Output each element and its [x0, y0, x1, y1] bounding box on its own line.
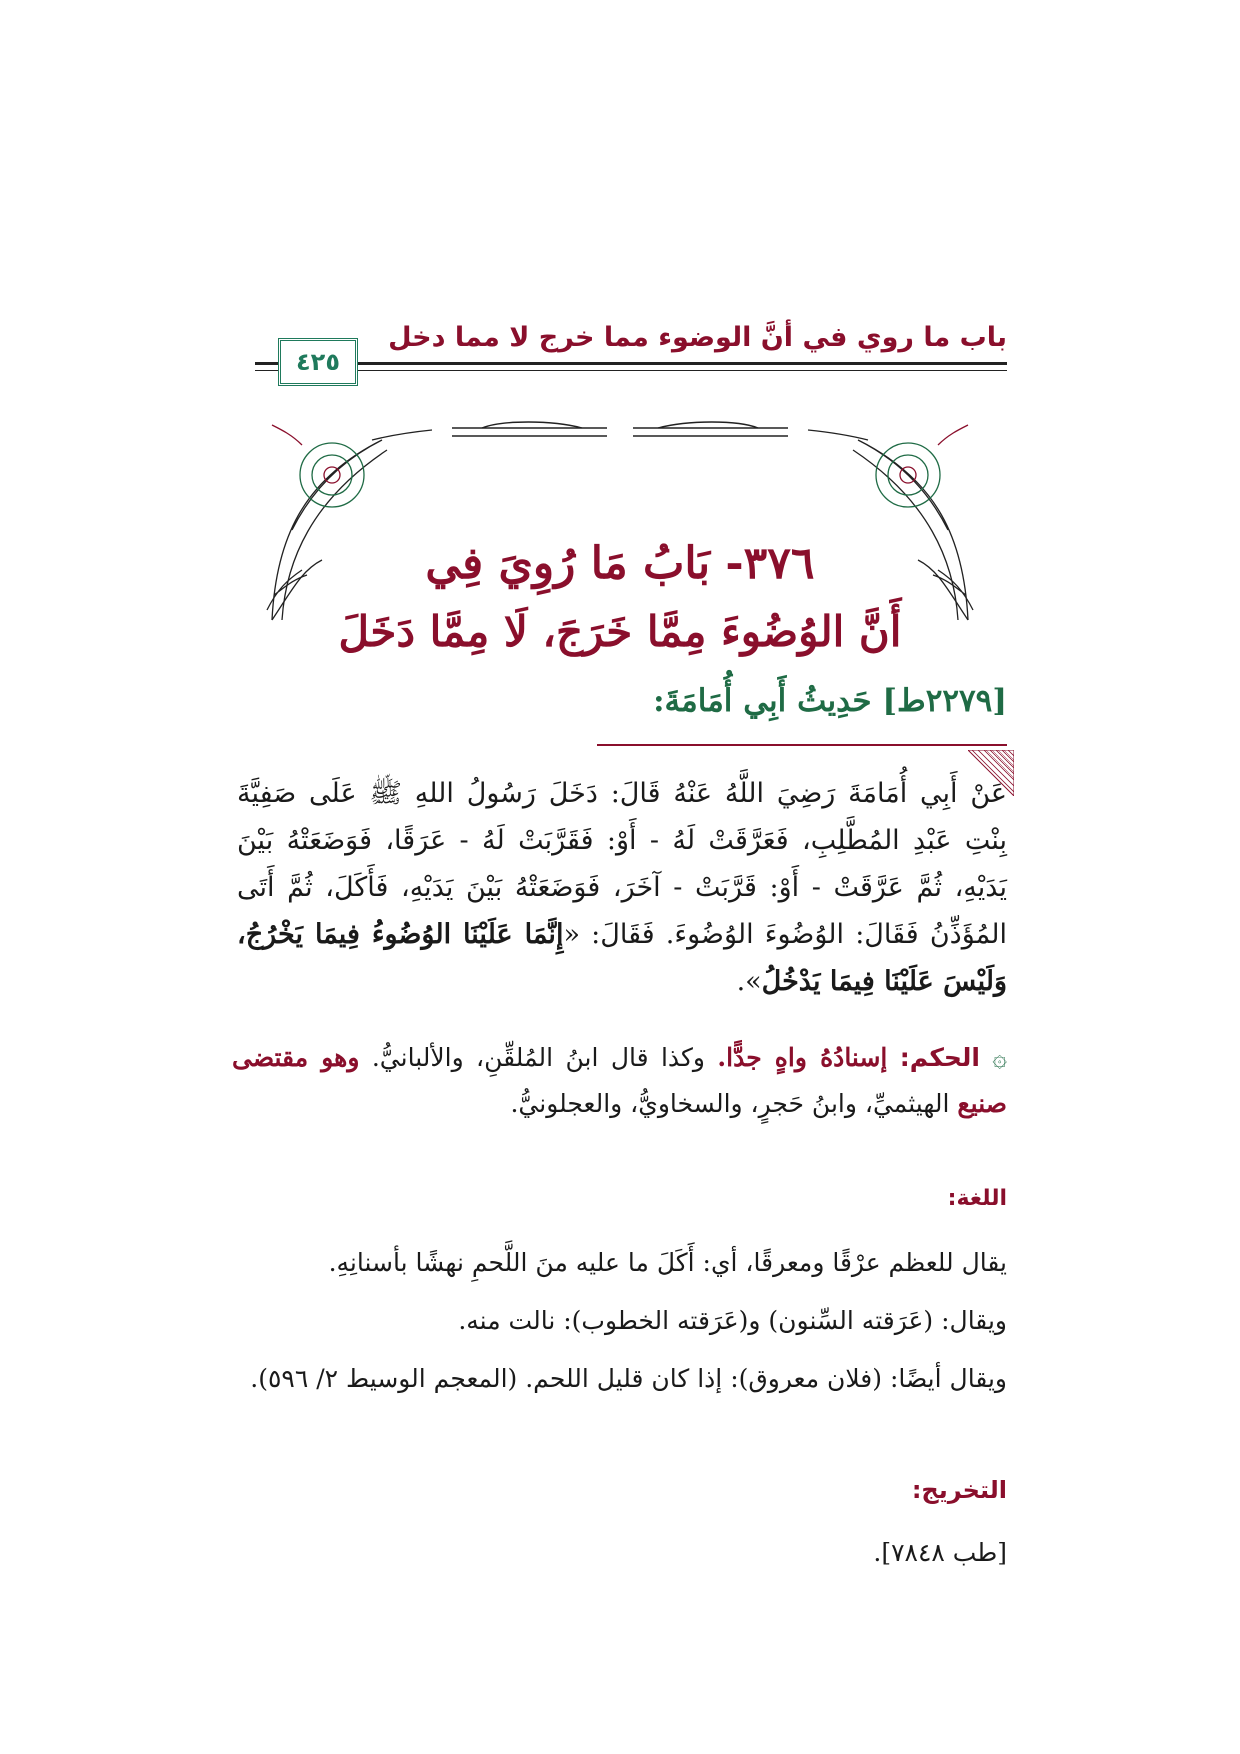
- top-bar-ornament: [452, 422, 788, 436]
- ruling-key: الحكم:: [899, 1043, 980, 1072]
- language-para-2: ويقال: (عَرَقته السِّنون) و(عَرَقته الخطوب): نالت منه.: [458, 1306, 1007, 1335]
- takhrij-text: [طب ٧٨٤٨].: [873, 1538, 1007, 1567]
- chapter-title: [262, 530, 978, 666]
- language-label: اللغة:: [947, 1186, 1007, 1211]
- heading-underline: [597, 744, 1007, 746]
- chapter-title-line2: أَنَّ الوُضُوءَ مِمَّا خَرَجَ، لَا مِمَّا دَخَلَ: [338, 607, 902, 656]
- ruling-paragraph: [232, 1035, 1007, 1127]
- takhrij-label: التخريج:: [911, 1476, 1007, 1504]
- ruling-text2: الهيثميِّ، وابنُ حَجرٍ، والسخاويُّ، والعجلونيُّ.: [510, 1089, 950, 1118]
- ruling-emph: وهو مقتضى صنيع: [232, 1043, 1007, 1118]
- ruling-text1: وكذا قال ابنُ المُلقِّنِ، والألبانيُّ.: [371, 1043, 706, 1072]
- header-rule: [255, 362, 1007, 365]
- language-para-3: ويقال أيضًا: (فلان معروق): إذا كان قليل اللحم. (المعجم الوسيط ٢/ ٥٩٦).: [250, 1364, 1007, 1393]
- hadith-text-bold: إِنَّمَا عَلَيْنَا الوُضُوءُ فِيمَا يَخْرُجُ، وَلَيْسَ عَلَيْنَا فِيمَا يَدْخُلُ: [237, 919, 1007, 997]
- ruling-verdict: إسنادُهُ واهٍ جدًّا.: [717, 1043, 888, 1072]
- running-header-title: باب ما روي في أنَّ الوضوء مما خرج لا مما دخل: [388, 322, 1007, 353]
- ruling-symbol-icon: ۞: [992, 1043, 1007, 1072]
- hadith-text-end: ».: [736, 966, 762, 997]
- page-number: ٤٢٥: [278, 338, 358, 386]
- hadith-heading: [٢٢٧٩ط] حَدِيثُ أَبِي أُمَامَةَ:: [653, 683, 1007, 719]
- language-para-1: يقال للعظم عرْقًا ومعرقًا، أي: أَكَلَ ما عليه منَ اللَّحمِ نهشًا بأسنانِهِ.: [328, 1248, 1007, 1277]
- hadith-text-intro: عَنْ أَبِي أُمَامَةَ رَضِيَ اللَّهُ عَنْهُ قَالَ: دَخَلَ رَسُولُ اللهِ ﷺ عَلَى صَفِيَّةَ بِنْتِ عَبْدِ المُطَّلِبِ، فَعَرَّقَتْ لَهُ - أَوْ: فَقَرَّبَتْ لَهُ - عَرَقًا، فَوَضَعَتْهُ بَيْنَ يَدَيْهِ، ثُمَّ عَرَّقَتْ - أَوْ: قَرَّبَتْ - آخَرَ، فَوَضَعَتْهُ بَيْنَ يَدَيْهِ، فَأَكَلَ، ثُمَّ أَتَى المُؤَذِّنُ فَقَالَ: الوُضُوءَ الوُضُوءَ. فَقَالَ: «: [237, 778, 1007, 950]
- chapter-title-line1: ٣٧٦- بَابُ مَا رُوِيَ فِي: [425, 538, 815, 589]
- header-rule-thin: [255, 370, 1007, 371]
- hadith-text: [237, 770, 1007, 1005]
